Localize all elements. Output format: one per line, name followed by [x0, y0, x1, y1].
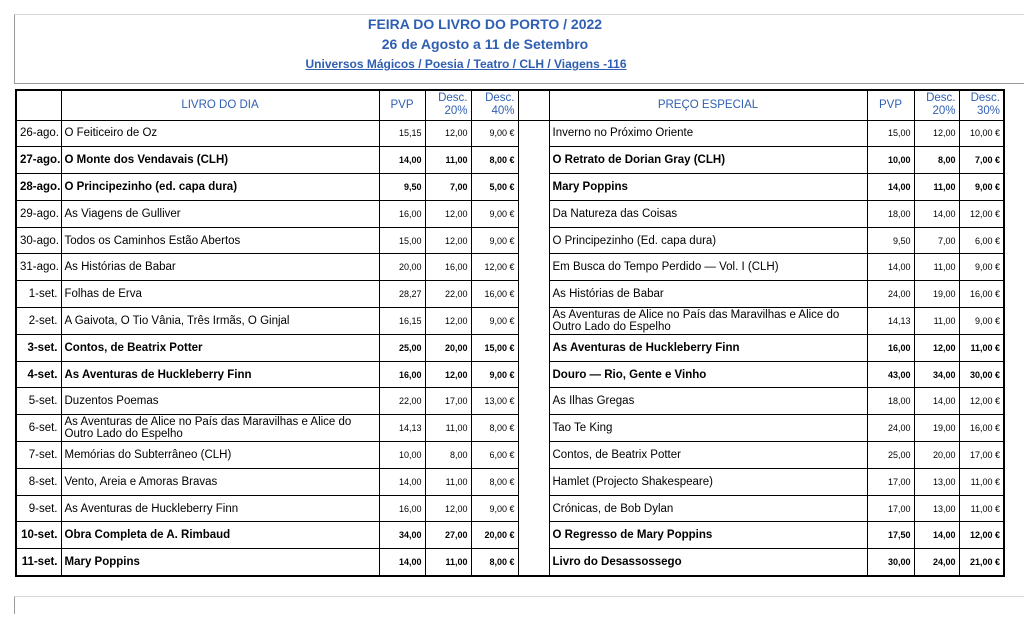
- desc20-left: 12,00: [425, 200, 471, 227]
- preco-especial-title: Inverno no Próximo Oriente: [549, 120, 867, 147]
- desc20-left: 11,00: [425, 549, 471, 576]
- pvp-left: 22,00: [379, 388, 425, 415]
- pvp-left: 14,13: [379, 415, 425, 442]
- desc30-right: 11,00 €: [959, 468, 1004, 495]
- header-desc30-right: [959, 90, 1004, 120]
- desc40-left: 9,00 €: [471, 361, 518, 388]
- date-cell: 2-set.: [16, 308, 61, 335]
- desc40-left: 15,00 €: [471, 334, 518, 361]
- pvp-left: 15,15: [379, 120, 425, 147]
- date-cell: 31-ago.: [16, 254, 61, 281]
- pvp-left: 16,00: [379, 495, 425, 522]
- table-row: [16, 361, 1004, 388]
- desc20-left: 11,00: [425, 468, 471, 495]
- desc20-left: 22,00: [425, 281, 471, 308]
- desc40-left: 20,00 €: [471, 522, 518, 549]
- desc40-left: 8,00 €: [471, 468, 518, 495]
- desc30-right: 30,00 €: [959, 361, 1004, 388]
- desc30-right: 16,00 €: [959, 415, 1004, 442]
- desc20-right: 34,00: [914, 361, 959, 388]
- desc30-right: 12,00 €: [959, 522, 1004, 549]
- footer-frame: [14, 596, 1024, 614]
- date-cell: 6-set.: [16, 415, 61, 442]
- preco-especial-title: Contos, de Beatrix Potter: [549, 442, 867, 469]
- preco-especial-title: Em Busca do Tempo Perdido — Vol. I (CLH): [549, 254, 867, 281]
- pvp-left: 20,00: [379, 254, 425, 281]
- pvp-left: 25,00: [379, 334, 425, 361]
- pvp-right: 15,00: [867, 120, 914, 147]
- header-desc-pct: 40%: [491, 105, 515, 118]
- gap-cell: [518, 468, 549, 495]
- table-row: [16, 468, 1004, 495]
- preco-especial-title: Da Natureza das Coisas: [549, 200, 867, 227]
- pvp-right: 25,00: [867, 442, 914, 469]
- date-cell: 7-set.: [16, 442, 61, 469]
- pvp-right: 10,00: [867, 147, 914, 174]
- desc40-left: 8,00 €: [471, 147, 518, 174]
- preco-especial-title: O Principezinho (Ed. capa dura): [549, 227, 867, 254]
- desc20-right: 11,00: [914, 308, 959, 335]
- preco-especial-title: As Histórias de Babar: [549, 281, 867, 308]
- livro-do-dia-title: Folhas de Erva: [61, 281, 379, 308]
- livro-do-dia-title: As Histórias de Babar: [61, 254, 379, 281]
- livro-do-dia-title: Memórias do Subterrâneo (CLH): [61, 442, 379, 469]
- preco-especial-title: Livro do Desassossego: [549, 549, 867, 576]
- page-subtitle: Universos Mágicos / Poesia / Teatro / CLH / Viagens -116: [305, 57, 627, 71]
- date-cell: 9-set.: [16, 495, 61, 522]
- preco-especial-title: Crónicas, de Bob Dylan: [549, 495, 867, 522]
- gap-cell: [518, 200, 549, 227]
- date-cell: 3-set.: [16, 334, 61, 361]
- date-cell: 8-set.: [16, 468, 61, 495]
- pvp-right: 18,00: [867, 200, 914, 227]
- pvp-right: 16,00: [867, 334, 914, 361]
- gap-cell: [518, 227, 549, 254]
- desc20-left: 12,00: [425, 120, 471, 147]
- pvp-left: 14,00: [379, 147, 425, 174]
- livro-do-dia-title: Duzentos Poemas: [61, 388, 379, 415]
- table-row: [16, 495, 1004, 522]
- desc20-right: 19,00: [914, 281, 959, 308]
- desc40-left: 12,00 €: [471, 254, 518, 281]
- preco-especial-title: Douro — Rio, Gente e Vinho: [549, 361, 867, 388]
- livro-do-dia-title: Todos os Caminhos Estão Abertos: [61, 227, 379, 254]
- desc30-right: 9,00 €: [959, 254, 1004, 281]
- desc20-right: 8,00: [914, 147, 959, 174]
- pvp-left: 28,27: [379, 281, 425, 308]
- desc30-right: 12,00 €: [959, 388, 1004, 415]
- pvp-right: 24,00: [867, 281, 914, 308]
- livro-do-dia-title: O Principezinho (ed. capa dura): [61, 174, 379, 201]
- livro-do-dia-title: Contos, de Beatrix Potter: [61, 334, 379, 361]
- livro-do-dia-title: O Monte dos Vendavais (CLH): [61, 147, 379, 174]
- desc30-right: 16,00 €: [959, 281, 1004, 308]
- desc20-right: 11,00: [914, 174, 959, 201]
- table-row: [16, 254, 1004, 281]
- desc30-right: 11,00 €: [959, 334, 1004, 361]
- gap-cell: [518, 388, 549, 415]
- table-row: [16, 549, 1004, 576]
- desc20-right: 12,00: [914, 120, 959, 147]
- desc20-right: 11,00: [914, 254, 959, 281]
- desc40-left: 9,00 €: [471, 200, 518, 227]
- table-header-row: [16, 90, 1004, 120]
- pvp-left: 9,50: [379, 174, 425, 201]
- desc40-left: 5,00 €: [471, 174, 518, 201]
- desc20-right: 14,00: [914, 388, 959, 415]
- header-desc-word: Desc.: [970, 92, 1000, 105]
- pvp-right: 43,00: [867, 361, 914, 388]
- date-cell: 28-ago.: [16, 174, 61, 201]
- header-pvp-right: PVP: [867, 90, 914, 120]
- preco-especial-title: Hamlet (Projecto Shakespeare): [549, 468, 867, 495]
- gap-cell: [518, 361, 549, 388]
- header-preco-especial: PREÇO ESPECIAL: [549, 90, 867, 120]
- desc20-left: 11,00: [425, 415, 471, 442]
- desc20-left: 8,00: [425, 442, 471, 469]
- gap-cell: [518, 147, 549, 174]
- desc20-right: 24,00: [914, 549, 959, 576]
- pvp-left: 34,00: [379, 522, 425, 549]
- desc20-left: 27,00: [425, 522, 471, 549]
- table-row: [16, 522, 1004, 549]
- pvp-right: 17,00: [867, 495, 914, 522]
- desc20-left: 12,00: [425, 308, 471, 335]
- header-desc-pct: 20%: [444, 105, 468, 118]
- date-cell: 1-set.: [16, 281, 61, 308]
- pvp-left: 14,00: [379, 549, 425, 576]
- preco-especial-title: Mary Poppins: [549, 174, 867, 201]
- book-price-table: [15, 89, 1005, 577]
- header-desc40-left: [471, 90, 518, 120]
- pvp-right: 24,00: [867, 415, 914, 442]
- table-row: [16, 147, 1004, 174]
- pvp-right: 17,50: [867, 522, 914, 549]
- gap-cell: [518, 442, 549, 469]
- date-cell: 4-set.: [16, 361, 61, 388]
- desc30-right: 9,00 €: [959, 174, 1004, 201]
- date-cell: 5-set.: [16, 388, 61, 415]
- date-cell: 26-ago.: [16, 120, 61, 147]
- desc20-left: 12,00: [425, 361, 471, 388]
- page-title: FEIRA DO LIVRO DO PORTO / 2022: [367, 16, 603, 32]
- livro-do-dia-title: A Gaivota, O Tio Vânia, Três Irmãs, O Ginjal: [61, 308, 379, 335]
- livro-do-dia-title: As Viagens de Gulliver: [61, 200, 379, 227]
- desc40-left: 9,00 €: [471, 120, 518, 147]
- header-gap-cell: [518, 90, 549, 120]
- desc40-left: 9,00 €: [471, 495, 518, 522]
- desc20-right: 19,00: [914, 415, 959, 442]
- header-desc-pct: 30%: [976, 105, 1000, 118]
- desc30-right: 21,00 €: [959, 549, 1004, 576]
- table-row: [16, 388, 1004, 415]
- desc20-left: 16,00: [425, 254, 471, 281]
- livro-do-dia-title: As Aventuras de Huckleberry Finn: [61, 495, 379, 522]
- desc40-left: 16,00 €: [471, 281, 518, 308]
- pvp-right: 30,00: [867, 549, 914, 576]
- date-cell: 27-ago.: [16, 147, 61, 174]
- pvp-left: 16,00: [379, 200, 425, 227]
- desc30-right: 12,00 €: [959, 200, 1004, 227]
- header-pvp-left: PVP: [379, 90, 425, 120]
- desc30-right: 10,00 €: [959, 120, 1004, 147]
- pvp-right: 9,50: [867, 227, 914, 254]
- desc30-right: 7,00 €: [959, 147, 1004, 174]
- header-desc-word: Desc.: [438, 92, 468, 105]
- pvp-right: 14,00: [867, 174, 914, 201]
- desc20-right: 14,00: [914, 200, 959, 227]
- preco-especial-title: Tao Te King: [549, 415, 867, 442]
- table-row: [16, 334, 1004, 361]
- desc20-left: 12,00: [425, 227, 471, 254]
- table-row: [16, 227, 1004, 254]
- header-date-cell: [16, 90, 61, 120]
- desc20-right: 13,00: [914, 495, 959, 522]
- gap-cell: [518, 495, 549, 522]
- desc30-right: 17,00 €: [959, 442, 1004, 469]
- livro-do-dia-title: Obra Completa de A. Rimbaud: [61, 522, 379, 549]
- gap-cell: [518, 415, 549, 442]
- desc30-right: 11,00 €: [959, 495, 1004, 522]
- livro-do-dia-title: As Aventuras de Alice no País das Maravilhas e Alice do Outro Lado do Espelho: [61, 415, 379, 442]
- desc40-left: 6,00 €: [471, 442, 518, 469]
- preco-especial-title: As Aventuras de Alice no País das Maravilhas e Alice do Outro Lado do Espelho: [549, 308, 867, 335]
- table-row: [16, 200, 1004, 227]
- preco-especial-title: O Retrato de Dorian Gray (CLH): [549, 147, 867, 174]
- desc40-left: 8,00 €: [471, 549, 518, 576]
- date-cell: 30-ago.: [16, 227, 61, 254]
- pvp-left: 16,00: [379, 361, 425, 388]
- desc20-left: 17,00: [425, 388, 471, 415]
- pvp-left: 16,15: [379, 308, 425, 335]
- livro-do-dia-title: Vento, Areia e Amoras Bravas: [61, 468, 379, 495]
- date-cell: 29-ago.: [16, 200, 61, 227]
- header-desc-word: Desc.: [926, 92, 956, 105]
- gap-cell: [518, 281, 549, 308]
- table-row: [16, 442, 1004, 469]
- gap-cell: [518, 254, 549, 281]
- pvp-right: 17,00: [867, 468, 914, 495]
- desc40-left: 8,00 €: [471, 415, 518, 442]
- desc20-left: 11,00: [425, 147, 471, 174]
- desc20-right: 20,00: [914, 442, 959, 469]
- gap-cell: [518, 174, 549, 201]
- date-cell: 10-set.: [16, 522, 61, 549]
- preco-especial-title: As Aventuras de Huckleberry Finn: [549, 334, 867, 361]
- header-desc20-left: [425, 90, 471, 120]
- gap-cell: [518, 120, 549, 147]
- table-row: [16, 174, 1004, 201]
- preco-especial-title: As Ilhas Gregas: [549, 388, 867, 415]
- desc20-right: 12,00: [914, 334, 959, 361]
- pvp-left: 10,00: [379, 442, 425, 469]
- desc20-right: 7,00: [914, 227, 959, 254]
- page-dates: 26 de Agosto a 11 de Setembro: [381, 36, 589, 52]
- desc40-left: 9,00 €: [471, 227, 518, 254]
- desc20-right: 14,00: [914, 522, 959, 549]
- pvp-left: 14,00: [379, 468, 425, 495]
- desc20-left: 20,00: [425, 334, 471, 361]
- table-row: [16, 415, 1004, 442]
- desc30-right: 9,00 €: [959, 308, 1004, 335]
- pvp-right: 14,13: [867, 308, 914, 335]
- header-livro-do-dia: LIVRO DO DIA: [61, 90, 379, 120]
- pvp-right: 18,00: [867, 388, 914, 415]
- header-desc20-right: [914, 90, 959, 120]
- table-row: [16, 281, 1004, 308]
- livro-do-dia-title: Mary Poppins: [61, 549, 379, 576]
- desc40-left: 9,00 €: [471, 308, 518, 335]
- gap-cell: [518, 308, 549, 335]
- table-row: [16, 308, 1004, 335]
- gap-cell: [518, 334, 549, 361]
- table-row: [16, 120, 1004, 147]
- date-cell: 11-set.: [16, 549, 61, 576]
- pvp-right: 14,00: [867, 254, 914, 281]
- livro-do-dia-title: O Feiticeiro de Oz: [61, 120, 379, 147]
- header-desc-pct: 20%: [932, 105, 956, 118]
- desc20-left: 7,00: [425, 174, 471, 201]
- header-desc-word: Desc.: [485, 92, 515, 105]
- gap-cell: [518, 522, 549, 549]
- gap-cell: [518, 549, 549, 576]
- desc40-left: 13,00 €: [471, 388, 518, 415]
- desc30-right: 6,00 €: [959, 227, 1004, 254]
- livro-do-dia-title: As Aventuras de Huckleberry Finn: [61, 361, 379, 388]
- preco-especial-title: O Regresso de Mary Poppins: [549, 522, 867, 549]
- desc20-right: 13,00: [914, 468, 959, 495]
- desc20-left: 12,00: [425, 495, 471, 522]
- pvp-left: 15,00: [379, 227, 425, 254]
